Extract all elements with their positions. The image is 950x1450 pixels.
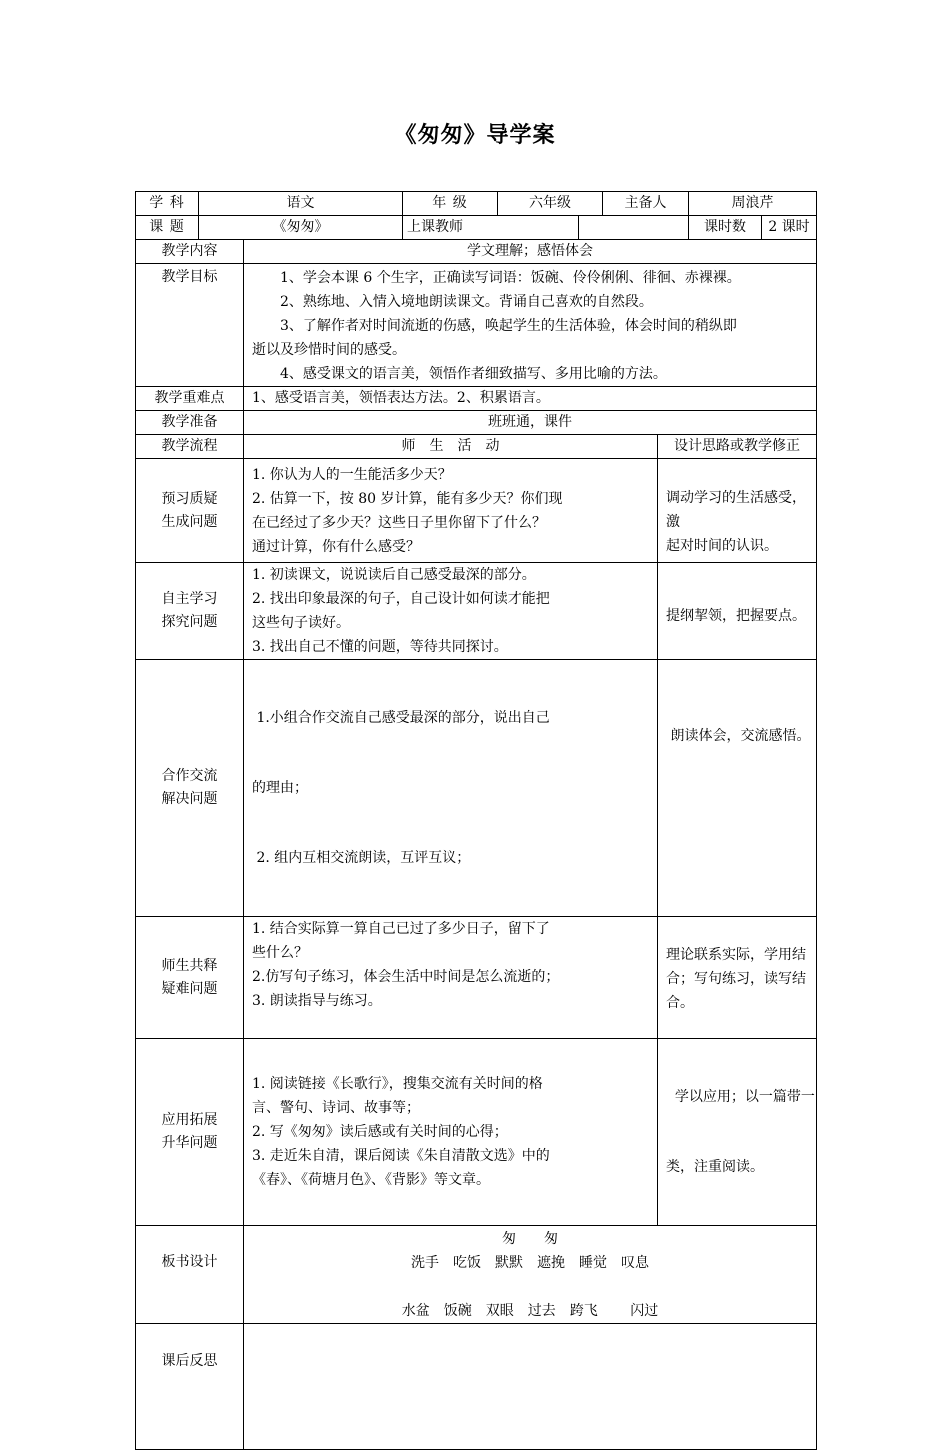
goal-line: 3、了解作者对时间流逝的伤感，唤起学生的生活体验，体会时间的稍纵即: [280, 318, 737, 334]
board-heading: 匆 匆: [502, 1231, 558, 1247]
design-line: 合；写句练习，读写结: [666, 971, 807, 987]
flow-design: [658, 660, 817, 917]
flow-row: [136, 1039, 817, 1226]
flow-design: [658, 563, 817, 660]
activity-header: 师 生 活 动: [244, 435, 658, 459]
goal-line: 4、感受课文的语言美，领悟作者细致描写、多用比喻的方法。: [280, 366, 667, 382]
design-line: 类，注重阅读。: [666, 1159, 765, 1175]
grade-value: 六年级: [498, 192, 603, 216]
design-line: 提纲挈领，把握要点。: [666, 608, 807, 624]
content-label: 教学内容: [136, 240, 244, 264]
subject-label: 学 科: [136, 192, 199, 216]
teacher-label: 上课教师: [403, 216, 579, 240]
content-row: [136, 240, 817, 264]
flow-design: [658, 917, 817, 1039]
activity-line: 些什么？: [252, 945, 308, 961]
flow-stage: [136, 917, 244, 1039]
activity-line: 3. 朗读指导与练习。: [252, 993, 382, 1009]
topic-value: 《匆匆》: [199, 216, 403, 240]
flow-stage: [136, 660, 244, 917]
preparer-value: 周浪芹: [689, 192, 817, 216]
board-row: [136, 1226, 817, 1324]
design-line: 合。: [666, 995, 695, 1011]
goal-line: 2、熟练地、入情入境地朗读课文。背诵自己喜欢的自然段。: [280, 294, 653, 310]
lesson-plan-table: [135, 191, 817, 1450]
activity-line: 2. 估算一下，按 80 岁计算，能有多少天？你们现: [252, 490, 563, 507]
info-row-1: [136, 192, 817, 216]
stage-line: 预习质疑: [161, 490, 218, 507]
stage-line: 自主学习: [161, 591, 218, 607]
flow-stage: [136, 563, 244, 660]
reflection-row: [136, 1324, 817, 1450]
flow-activities: [244, 1039, 658, 1226]
keypoints-value: 1、感受语言美，领悟表达方法。2、积累语言。: [244, 387, 817, 411]
goal-line: 逝以及珍惜时间的感受。: [252, 342, 406, 358]
stage-line: 应用拓展: [161, 1112, 218, 1128]
keypoints-label: 教学重难点: [136, 387, 244, 411]
hours-label: 课时数: [689, 216, 762, 240]
info-row-2: [136, 216, 817, 240]
preparation-row: [136, 411, 817, 435]
flow-row: [136, 660, 817, 917]
activity-line: 1.小组合作交流自己感受最深的部分，说出自己: [252, 710, 550, 726]
document-title: 《匆匆》导学案: [394, 123, 556, 148]
goals-value: [244, 264, 817, 387]
activity-line: 言、警句、诗词、故事等；: [252, 1100, 420, 1116]
stage-line: 解决问题: [161, 791, 218, 807]
preparer-label: 主备人: [603, 192, 689, 216]
activity-line: 通过计算，你有什么感受？: [252, 538, 420, 555]
activity-line: 2.仿写句子练习，体会生活中时间是怎么流逝的；: [252, 969, 560, 985]
flow-row: [136, 459, 817, 563]
goals-row: [136, 264, 817, 387]
board-row-2: 水盆 饭碗 双眼 过去 跨飞 闪过: [401, 1303, 659, 1319]
flow-activities: [244, 563, 658, 660]
board-label: 板书设计: [136, 1226, 244, 1324]
flow-stage: [136, 1039, 244, 1226]
flow-design: [658, 1039, 817, 1226]
grade-label: 年 级: [403, 192, 498, 216]
flow-activities: [244, 459, 658, 563]
stage-line: 疑难问题: [161, 980, 218, 997]
hours-value: 2 课时: [762, 216, 817, 240]
design-line: 学以应用；以一篇带一: [666, 1089, 815, 1105]
content-value: 学文理解；感悟体会: [244, 240, 817, 264]
reflection-value: [244, 1324, 817, 1450]
stage-line: 合作交流: [161, 768, 218, 784]
activity-line: 3. 走近朱自清，课后阅读《朱自清散文选》中的: [252, 1148, 550, 1164]
flow-design: [658, 459, 817, 563]
stage-line: 生成问题: [161, 513, 218, 530]
design-line: 朗读体会，交流感悟。: [666, 728, 811, 744]
reflection-label: 课后反思: [136, 1324, 244, 1450]
activity-line: 2. 找出印象最深的句子，自己设计如何读才能把: [252, 591, 550, 607]
preparation-label: 教学准备: [136, 411, 244, 435]
activity-line: 1. 结合实际算一算自己已过了多少日子，留下了: [252, 921, 550, 937]
flow-activities: [244, 917, 658, 1039]
activity-line: 2. 写《匆匆》读后感或有关时间的心得；: [252, 1124, 508, 1140]
activity-line: 这些句子读好。: [252, 615, 350, 631]
board-content: [244, 1226, 817, 1324]
activity-line: 3. 找出自己不懂的问题，等待共同探讨。: [252, 639, 508, 655]
activity-line: 的理由；: [252, 780, 308, 796]
flow-header-row: [136, 435, 817, 459]
stage-line: 探究问题: [161, 614, 218, 630]
activity-line: 《春》、《荷塘月色》、《背影》等文章。: [252, 1172, 490, 1188]
preparation-value: 班班通，课件: [244, 411, 817, 435]
design-header: 设计思路或教学修正: [658, 435, 817, 459]
stage-line: 升华问题: [161, 1135, 218, 1151]
teacher-value: [579, 216, 689, 240]
goal-line: 1、学会本课 6 个生字，正确读写词语：饭碗、伶伶俐俐、徘徊、赤裸裸。: [280, 270, 741, 286]
design-line: 调动学习的生活感受，激: [666, 489, 807, 530]
flow-row: [136, 563, 817, 660]
flow-activities: [244, 660, 658, 917]
activity-line: 1. 你认为人的一生能活多少天？: [252, 466, 452, 483]
activity-line: 在已经过了多少天？这些日子里你留下了什么？: [252, 514, 546, 531]
flow-stage: [136, 459, 244, 563]
subject-value: 语文: [199, 192, 403, 216]
design-line: 理论联系实际，学用结: [666, 947, 807, 963]
activity-line: 1. 初读课文，说说读后自己感受最深的部分。: [252, 567, 536, 583]
activity-line: 2. 组内互相交流朗读，互评互议；: [252, 850, 471, 866]
flow-row: [136, 917, 817, 1039]
activity-line: 1. 阅读链接《长歌行》，搜集交流有关时间的格: [252, 1076, 543, 1092]
board-row-1: 洗手 吃饭 默默 遮挽 睡觉 叹息: [411, 1255, 649, 1271]
stage-line: 师生共释: [161, 957, 218, 974]
topic-label: 课 题: [136, 216, 199, 240]
goals-label: 教学目标: [136, 264, 244, 387]
keypoints-row: [136, 387, 817, 411]
flow-label: 教学流程: [136, 435, 244, 459]
design-line: 起对时间的认识。: [666, 537, 779, 554]
